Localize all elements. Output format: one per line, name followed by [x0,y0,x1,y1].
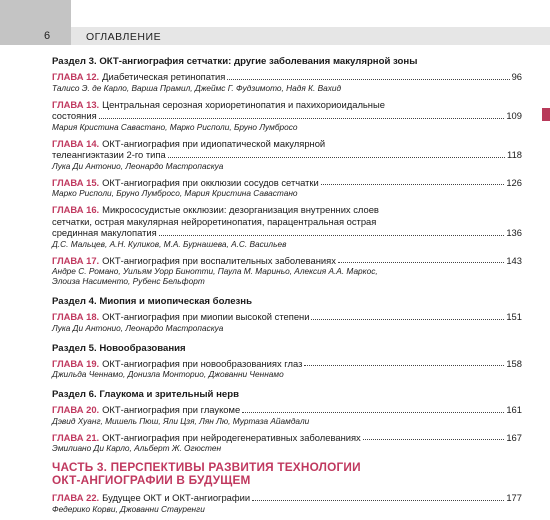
dot-leader [311,319,504,320]
entry-authors: Лука Ди Антонио, Леонардо Мастропаскуа [52,322,224,333]
part-heading-line: ОКТ-АНГИОГРАФИИ В БУДУЩЕМ [52,473,251,487]
entry-authors: Федерико Корви, Джованни Стауренги [52,503,205,514]
entry-title-row [52,99,522,111]
entry-authors: Талисо Э. де Карло, Варша Прамил, Джеймс Г. Фудзимото, Надя К. Вахид [52,82,342,93]
page-ref: 177 [506,492,522,503]
entry-authors: Дэвид Хуанг, Мишель Пюш, Яли Цзя, Лян Лю, Муртаза Айамдали [52,415,310,426]
page-title: ОГЛАВЛЕНИЕ [86,31,162,43]
entry-title [52,71,225,83]
page-ref: 167 [506,431,522,443]
entry-title-text: сетчатки, острая макулярная нейроретинопатия, парацентральная острая [52,215,377,227]
toc-entry [52,311,522,333]
entry-authors: Д.С. Мальцев, А.Н. Куликов, М.А. Бурнашева, А.С. Васильев [52,238,287,249]
entry-title-row [52,177,522,189]
entry-title-row [52,216,522,228]
entry-title-row [52,255,522,267]
entry-authors: Андре С. Романо, Уильям Уорр Бинотти, Паула М. Мариньо, Алексия А.А. Маркос, [52,266,378,276]
entry-title-row [52,492,522,504]
chapter-label: ГЛАВА 16. [52,204,100,215]
entry-title [52,311,309,323]
dot-leader [304,365,504,366]
page-ref: 96 [511,71,522,82]
page-ref: 126 [506,176,522,188]
toc-entry [52,492,522,514]
entry-title-row [52,204,522,216]
entry-title-row [52,71,522,83]
entry-title-text: телеангиэктазии 2-го типа [52,149,166,160]
entry-authors: Марко Рисполи, Бруно Лумбросо, Мария Кристина Савастано [52,188,298,198]
entry-title-row [52,432,522,444]
entry-title [52,432,361,444]
entry-title [52,177,319,189]
page-ref: 158 [506,357,522,369]
page-ref: 151 [506,311,522,322]
entry-authors: Элоиза Насименто, Рубенс Бельфорт [52,276,205,286]
page-number-box [0,0,71,45]
entry-title-row [52,358,522,370]
toc-entry [52,99,522,132]
dot-leader [321,184,505,185]
entry-title-text: срединная макулопатия [52,227,157,238]
entry-title-text: ОКТ-ангиография при нейродегенеративных заболеваниях [102,431,361,443]
entry-title-row [52,311,522,323]
entry-title [52,255,336,267]
chapter-label: ГЛАВА 12. [52,71,100,82]
toc-entry [52,255,522,287]
section-heading: Раздел 5. Новообразования [52,342,186,354]
entry-authors: Джильда Ченнамо, Донизла Монторио, Джованни Ченнамо [52,369,284,379]
entry-title-text: Диабетическая ретинопатия [102,71,226,82]
entry-authors: Эмилиано Ди Карло, Альберт Ж. Огюстен [52,443,222,453]
dot-leader [227,79,509,80]
chapter-label: ГЛАВА 19. [52,357,100,369]
entry-authors: Мария Кристина Савастано, Марко Рисполи, Бруно Лумбросо [52,121,298,132]
header-band [0,27,550,45]
page-ref: 143 [506,254,522,266]
dot-leader [363,439,505,440]
entry-title-text: Микрососудистые окклюзии: дезорганизация внутренних слоев [102,204,379,215]
entry-title [52,138,325,150]
toc-entry [52,204,522,249]
entry-title [52,358,302,370]
entry-title [52,404,240,416]
toc-entry [52,138,522,171]
chapter-label: ГЛАВА 21. [52,431,100,443]
toc-entry [52,358,522,380]
chapter-label: ГЛАВА 22. [52,492,100,503]
section-heading: Раздел 6. Глаукома и зрительный нерв [52,389,240,400]
entry-title-row [52,138,522,150]
part-heading [52,461,522,487]
entry-title-text: ОКТ-ангиография при миопии высокой степени [102,311,310,322]
page-number: 6 [44,30,51,42]
entry-title-text: ОКТ-ангиография при новообразованиях глаз [102,357,303,369]
entry-title-text: ОКТ-ангиография при окклюзии сосудов сетчатки [102,176,319,188]
toc-entry [52,71,522,93]
toc-entry [52,404,522,426]
entry-title-row [52,404,522,416]
entry-title [52,99,385,111]
entry-title-text: Центральная серозная хориоретинопатия и пахихориоидальные [102,98,385,110]
chapter-label: ГЛАВА 15. [52,176,100,188]
entry-title-row [52,149,522,161]
chapter-label: ГЛАВА 13. [52,98,100,110]
entry-title [52,110,97,122]
entry-title [52,149,166,161]
toc-entry [52,432,522,454]
dot-leader [159,235,505,236]
entry-title [52,492,250,504]
chapter-label: ГЛАВА 18. [52,311,100,322]
section-heading: Раздел 3. ОКТ-ангиография сетчатки: другие заболевания макулярной зоны [52,56,418,67]
entry-title-text: Будущее ОКТ и ОКТ-ангиографии [102,492,251,503]
entry-title-text: ОКТ-ангиография при идиопатической макулярной [102,137,326,149]
dot-leader [338,262,504,263]
entry-title [52,204,379,216]
table-of-contents [52,56,522,520]
toc-entry [52,177,522,199]
entry-title-row [52,110,522,122]
section-heading: Раздел 4. Миопия и миопическая болезнь [52,296,252,307]
page-ref: 161 [506,404,522,415]
page-ref: 136 [506,227,522,238]
entry-title-row [52,227,522,239]
entry-title-text: ОКТ-ангиография при глаукоме [102,404,241,415]
entry-authors: Лука Ди Антонио, Леонардо Мастропаскуа [52,160,224,171]
entry-title-text: состояния [52,110,97,121]
entry-title-text: ОКТ-ангиография при воспалительных заболеваниях [102,254,336,266]
side-bookmark-tab [542,108,550,121]
page-ref: 118 [507,149,522,160]
dot-leader [242,412,504,413]
dot-leader [99,118,505,119]
chapter-label: ГЛАВА 20. [52,404,100,415]
page-ref: 109 [506,110,522,121]
chapter-label: ГЛАВА 17. [52,254,100,266]
part-heading-line: ЧАСТЬ 3. ПЕРСПЕКТИВЫ РАЗВИТИЯ ТЕХНОЛОГИИ [52,460,361,474]
dot-leader [252,500,504,501]
entry-title [52,227,157,239]
chapter-label: ГЛАВА 14. [52,137,100,149]
dot-leader [168,157,505,158]
entry-title [52,216,376,228]
